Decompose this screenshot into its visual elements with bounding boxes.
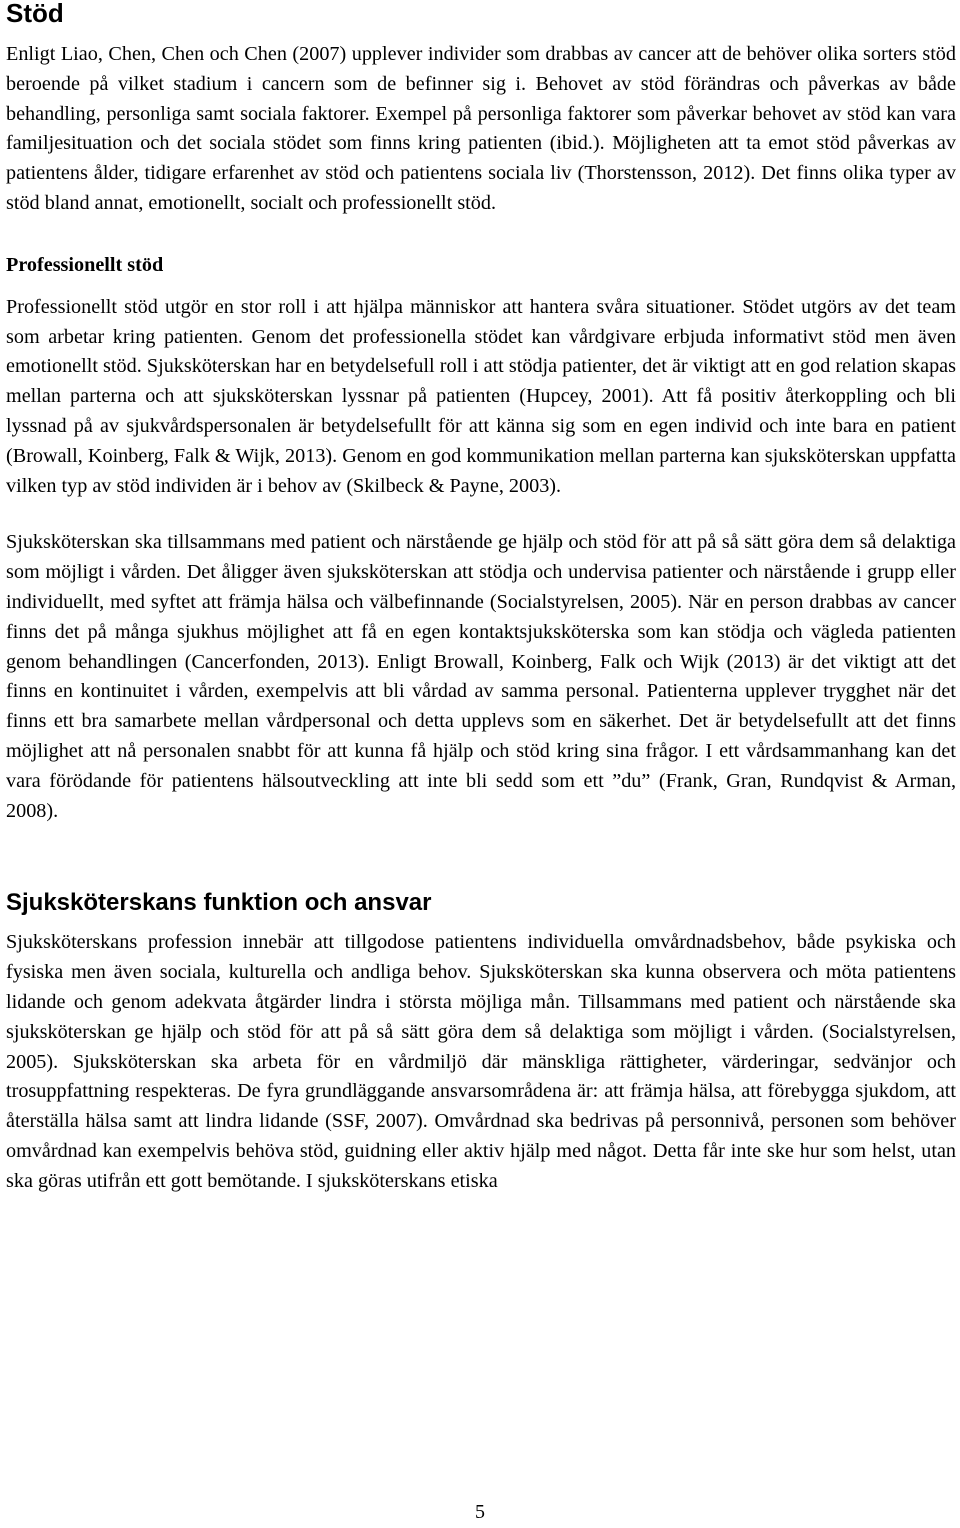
- document-page: [6, 0, 956, 1197]
- body-paragraph: Sjuksköterskan ska tillsammans med patient och närstående ge hjälp och stöd för att på så sätt göra dem så delaktiga som möjligt i vården. Det åligger även sjuksköterskan att stödja och undervisa patienter och närstående i grupp eller individuellt, med syftet att främja hälsa och välbefinnande (Socialstyrelsen, 2005). När en person drabbas av cancer finns det på många sjukhus möjlighet att få en egen kontaktsjuksköterska som kan stödja och vägleda patienten genom behandlingen (Cancerfonden, 2013). Enligt Browall, Koinberg, Falk och Wijk (2013) är det viktigt att det finns en kontinuitet i vården, exempelvis att bli vårdad av samma personal. Patienterna upplever trygghet när det finns ett bra samarbete mellan vårdpersonal och detta upplevs som en säkerhet. Det är betydelsefullt att det finns möjlighet att nå personalen snabbt för att kunna få hjälp och stöd kring sina frågor. I ett vårdsammanhang kan det vara förödande för patientens hälsoutveckling att inte bli sedd som ett ”du” (Frank, Gran, Rundqvist & Arman, 2008).: [6, 531, 956, 822]
- body-paragraph: Sjuksköterskans profession innebär att tillgodose patientens individuella omvårdnadsbehov, både psykiska och fysiska men även sociala, kulturella och andliga behov. Sjuksköterskan ska kunna observera och möta patientens lidande och genom adekvata åtgärder lindra i största möjliga mån. Tillsammans med patient och närstående ska sjuksköterskan ge hjälp och stöd för att på så sätt göra dem så delaktiga som möjligt i vården. (Socialstyrelsen, 2005). Sjuksköterskan ska arbeta för en vårdmiljö där mänskliga rättigheter, värderingar, sedvänjor och trosuppfattning respekteras. De fyra grundläggande ansvarsområdena är: att främja hälsa, att förebygga sjukdom, att återställa hälsa samt att lindra lidande (SSF, 2007). Omvårdnad ska bedrivas på personnivå, personen som behöver omvårdnad kan exempelvis behöva stöd, guidning eller aktiv hjälp med något. Detta får inte ske hur som helst, utan ska göras utifrån ett gott bemötande. I sjuksköterskans etiska: [6, 931, 956, 1192]
- body-paragraph: Professionellt stöd utgör en stor roll i att hjälpa människor att hantera svåra situationer. Stödet utgörs av det team som arbetar kring patienten. Genom det professionella stödet kan vårdgivare erbjuda informativt stöd men även emotionellt stöd. Sjuksköterskan har en betydelsefull roll i att stödja patienter, det är viktigt att en god relation skapas mellan parterna och att sjuksköterskan lyssnar på patienten (Hupcey, 2001). Att få positiv återkoppling och bli lyssnad på av sjukvårdspersonalen är betydelsefullt för att känna sig som en egen individ och inte bara en patient (Browall, Koinberg, Falk & Wijk, 2013). Genom en god kommunikation mellan parterna kan sjuksköterskan uppfatta vilken typ av stöd individen är i behov av (Skilbeck & Payne, 2003).: [6, 295, 956, 497]
- section-title: Stöd: [6, 0, 64, 28]
- body-paragraph: Enligt Liao, Chen, Chen och Chen (2007) upplever individer som drabbas av cancer att de behöver olika sorters stöd beroende på vilket stadium i cancern som de befinner sig i. Behovet av stöd förändras och påverkas av både behandling, personliga samt sociala faktorer. Exempel på personliga faktorer som påverkar behovet av stöd kan vara familjesituation och det sociala stödet som finns kring patienten (ibid.). Möjligheten att ta emot stöd påverkas av patientens ålder, tidigare erfarenhet av stöd och patientens sociala liv (Thorstensson, 2012). Det finns olika typer av stöd bland annat, emotionellt, socialt och professionellt stöd.: [6, 43, 956, 214]
- section-heading: Sjuksköterskans funktion och ansvar: [6, 889, 432, 917]
- page-number: 5: [475, 1501, 485, 1523]
- subsection-heading: Professionellt stöd: [6, 253, 164, 276]
